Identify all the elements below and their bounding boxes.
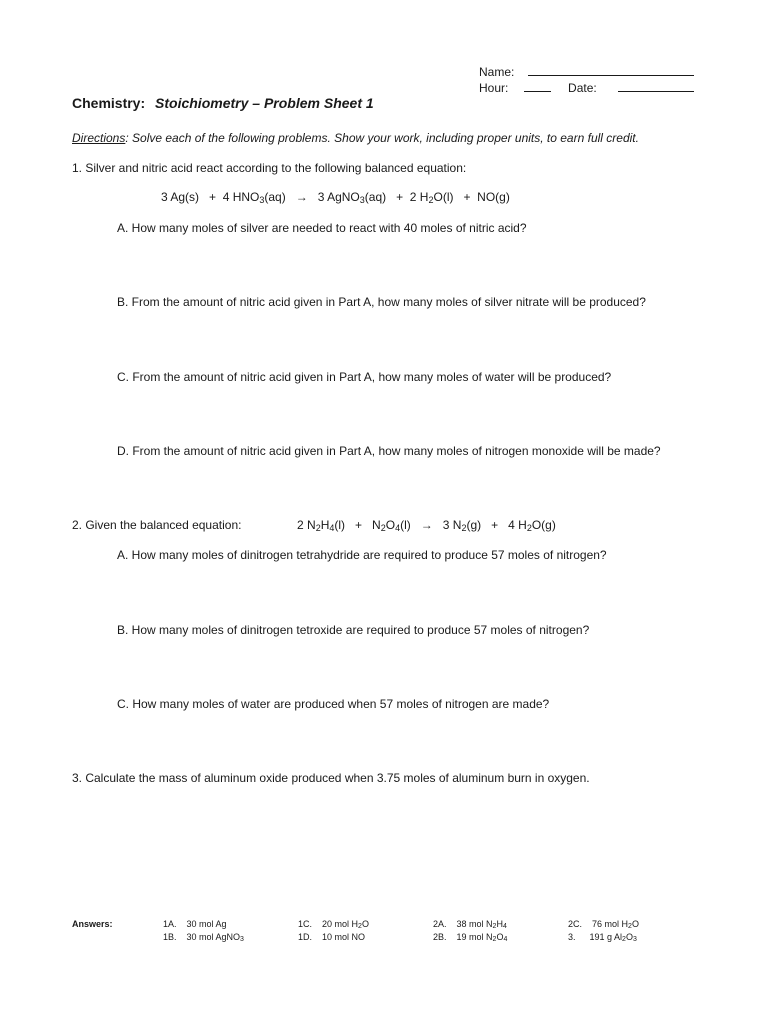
name-row — [479, 64, 694, 80]
question-1a: A. How many moles of silver are needed to react with 40 moles of nitric acid? — [117, 221, 527, 235]
problem-3: 3. Calculate the mass of aluminum oxide produced when 3.75 moles of aluminum burn in oxygen. — [72, 771, 590, 785]
answer-id: 2B. — [433, 932, 447, 942]
answer-subscript: 2 — [492, 936, 497, 943]
answer-2a — [433, 919, 507, 929]
hour-blank — [524, 80, 551, 92]
answer-subscript: 2 — [358, 923, 362, 930]
question-1d: D. From the amount of nitric acid given in Part A, how many moles of nitrogen monoxide will be made? — [117, 444, 661, 458]
hour-label: Hour: — [479, 81, 509, 95]
eq1-part: 3 Ag(s) + 4 HNO — [161, 190, 260, 204]
eq2-part: (g) + 4 H — [466, 518, 527, 532]
answer-1c — [298, 919, 369, 929]
answer-subscript: 3 — [632, 936, 637, 943]
answer-subscript: 4 — [503, 936, 508, 943]
answer-value: O — [631, 919, 639, 929]
student-info-block — [479, 64, 694, 96]
answer-value: 20 mol H — [322, 919, 359, 929]
answer-1b — [163, 932, 244, 942]
answer-3 — [568, 932, 637, 942]
eq2-subscript: 4 — [329, 523, 335, 533]
eq1-part: (aq) → 3 AgNO — [264, 190, 360, 204]
answer-value: 30 mol AgNO — [186, 932, 241, 942]
answer-value: 10 mol NO — [322, 932, 366, 942]
problem-2-intro: 2. Given the balanced equation: — [72, 518, 242, 532]
name-blank — [528, 64, 694, 76]
question-2b: B. How many moles of dinitrogen tetroxide are required to produce 57 moles of nitrogen? — [117, 623, 590, 637]
answer-value: H — [496, 919, 503, 929]
answer-1a — [163, 919, 227, 929]
eq2-subscript: 2 — [461, 523, 467, 533]
eq2-part: O — [385, 518, 396, 532]
answer-value: 19 mol N — [456, 932, 493, 942]
answer-subscript: 2 — [492, 923, 497, 930]
eq1-part: (aq) + 2 H — [364, 190, 429, 204]
eq2-subscript: 4 — [395, 523, 401, 533]
title-subject: Chemistry: — [72, 95, 146, 111]
eq2-part: 2 N — [297, 518, 316, 532]
title-sheet: Stoichiometry – Problem Sheet 1 — [155, 95, 374, 111]
answer-value: O — [496, 932, 504, 942]
answers-label: Answers: — [72, 919, 113, 929]
eq2-part: O(g) — [531, 518, 556, 532]
answer-id: 1A. — [163, 919, 177, 929]
problem-1-equation — [161, 190, 510, 204]
eq1-subscript: 2 — [428, 195, 434, 205]
question-1b: B. From the amount of nitric acid given in Part A, how many moles of silver nitrate will be produced? — [117, 295, 646, 309]
directions — [72, 131, 639, 145]
page-title — [72, 95, 374, 111]
hour-date-row — [479, 80, 694, 96]
answer-value: 191 g Al — [589, 932, 623, 942]
eq2-part: (l) → 3 N — [400, 518, 462, 532]
date-blank — [618, 80, 694, 92]
answer-value: 38 mol N — [456, 919, 493, 929]
eq2-part: (l) + N — [334, 518, 381, 532]
date-label: Date: — [568, 81, 597, 95]
answer-id: 1C. — [298, 919, 313, 929]
eq2-subscript: 2 — [380, 523, 386, 533]
directions-label: Directions — [72, 131, 126, 145]
answer-subscript: 2 — [622, 936, 626, 943]
question-2c: C. How many moles of water are produced when 57 moles of nitrogen are made? — [117, 697, 550, 711]
answer-2b — [433, 932, 507, 942]
directions-text: : Solve each of the following problems. Show your work, including proper units, to earn full credit. — [125, 131, 639, 145]
answer-value: O — [625, 932, 633, 942]
answer-id: 2C. — [568, 919, 583, 929]
name-label: Name: — [479, 65, 515, 79]
question-1c: C. From the amount of nitric acid given in Part A, how many moles of water will be produced? — [117, 370, 612, 384]
question-2a: A. How many moles of dinitrogen tetrahydride are required to produce 57 moles of nitrogen? — [117, 548, 607, 562]
answer-subscript: 2 — [628, 923, 632, 930]
eq1-part: O(l) + NO(g) — [433, 190, 510, 204]
answer-id: 1B. — [163, 932, 177, 942]
eq1-subscript: 3 — [259, 195, 265, 205]
problem-2-equation — [297, 518, 556, 532]
answer-id: 3. — [568, 932, 576, 942]
answer-subscript: 3 — [240, 936, 244, 943]
answer-1d — [298, 932, 365, 942]
answer-value: 30 mol Ag — [186, 919, 227, 929]
eq2-subscript: 2 — [315, 523, 321, 533]
eq1-subscript: 3 — [359, 195, 365, 205]
answer-value: O — [361, 919, 369, 929]
answer-id: 2A. — [433, 919, 447, 929]
problem-1-intro: 1. Silver and nitric acid react according to the following balanced equation: — [72, 161, 467, 175]
answer-value: 76 mol H — [592, 919, 629, 929]
answer-id: 1D. — [298, 932, 313, 942]
answer-subscript: 4 — [502, 923, 507, 930]
eq2-subscript: 2 — [526, 523, 532, 533]
eq2-part: H — [320, 518, 330, 532]
answer-2c — [568, 919, 639, 929]
